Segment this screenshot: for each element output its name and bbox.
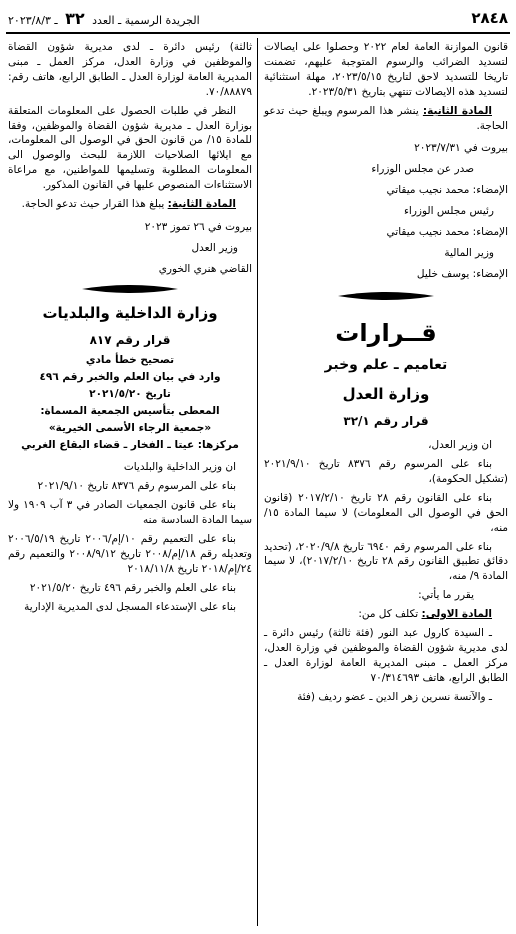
article-1 bbox=[264, 607, 508, 622]
consideration: بناء على المرسوم رقم ٨٣٧٦ تاريخ ٢٠٢١/٩/١٠ bbox=[37, 480, 236, 493]
signature-block bbox=[264, 141, 508, 281]
article-label: المادة الثانية: bbox=[167, 198, 236, 211]
reference-date: تاريخ ٢٠٢١/٥/٢٠ bbox=[89, 387, 171, 400]
article-2 bbox=[264, 104, 508, 134]
reference-line: وارد في بيان العلم والخبر رقم ٤٩٦ bbox=[39, 370, 221, 383]
decision-number: قرار رقم ٣٢/١ bbox=[343, 414, 429, 429]
article-2 bbox=[8, 197, 252, 212]
signature: الإمضاء: يوسف خليل bbox=[416, 267, 508, 280]
ornament-divider bbox=[82, 283, 178, 295]
article-text: تكلف كل من: bbox=[358, 608, 419, 621]
ornament-divider bbox=[338, 290, 434, 302]
association-line: المعطى بتأسيس الجمعية المسماة: bbox=[40, 404, 220, 417]
decides: يقرر ما يأتي: bbox=[418, 589, 474, 602]
signatory-title: رئيس مجلس الوزراء bbox=[403, 205, 494, 218]
page-number: ٢٨٤٨ bbox=[471, 9, 508, 28]
section-title: قــرارات bbox=[335, 318, 437, 347]
place-date: بيروت في ٢٠٢٣/٧/٣١ bbox=[414, 142, 508, 155]
list-item: ـ والآنسة نسرين زهر الدين ـ عضو رديف (فئة bbox=[297, 690, 492, 703]
right-column bbox=[264, 40, 508, 709]
consideration: بناء على العلم والخبر رقم ٤٩٦ تاريخ ٢٠٢١/٥/٢٠ bbox=[29, 581, 236, 594]
correction-title: تصحيح خطأ مادي bbox=[85, 354, 175, 367]
article-label: المادة الاولى: bbox=[421, 608, 492, 621]
signatory-title: وزير العدل bbox=[191, 241, 238, 254]
gazette-name: الجريدة الرسمية ـ العدد bbox=[92, 13, 200, 27]
consideration: بناء على قانون الجمعيات الصادر في ٣ آب ١٩٠٩ ولا سيما المادة السادسة منه bbox=[8, 499, 252, 527]
signatory-name: القاضي هنري الخوري bbox=[158, 262, 252, 275]
article-text: ينشر هذا المرسوم ويبلغ حيث تدعو الحاجة. bbox=[264, 104, 508, 132]
consideration: بناء على القانون رقم ٢٨ تاريخ ٢٠١٧/٢/١٠ (قانون الحق في الوصول الى المعلومات) لا سيما المادة ١٥/ منه، bbox=[264, 491, 508, 534]
article-text: يبلغ هذا القرار حيث تدعو الحاجة. bbox=[21, 198, 165, 211]
header-rule bbox=[6, 32, 510, 34]
consideration: بناء على المرسوم رقم ٦٩٤٠ تاريخ ٢٠٢٠/٩/٨، (تحديد دقائق تطبيق القانون رقم ٢٨ تاريخ ٢٠١٧/٢/١٠)، لا سيما المادة ٩/ منه، bbox=[264, 540, 508, 583]
place-date: بيروت في ٢٦ تموز ٢٠٢٣ bbox=[144, 220, 252, 233]
article-label: المادة الثانية: bbox=[422, 104, 492, 117]
ministry-title: وزارة الداخلية والبلديات bbox=[42, 303, 218, 322]
issue-date: ـ ٢٠٢٣/٨/٣ bbox=[8, 13, 58, 27]
column-divider bbox=[257, 38, 258, 926]
intro: ان وزير الداخلية والبلديات bbox=[123, 461, 236, 474]
left-column bbox=[8, 40, 252, 619]
paragraph: النظر في طلبات الحصول على المعلومات المتعلقة بوزارة العدل ـ مديرية شؤون القضاة والموظفين، وفقا للمادة ١٥/ من قانون الحق في الوصول الى المعلومات، مع ايلائها الصلاحيات اللازمة للبحث والوصول الى المعلومات المطلوبة وتسليمها للمواطنين، مع مراعاة الاستثناءات المنصوص عليها في القانون المذكور. bbox=[8, 104, 252, 192]
association-name: «جمعية الرجاء الأسمى الخيرية» bbox=[48, 421, 212, 434]
decision-number: قرار رقم ٨١٧ bbox=[89, 332, 171, 347]
consideration: بناء على الإستدعاء المسجل لدى المديرية الإدارية bbox=[24, 600, 236, 613]
consideration: بناء على التعميم رقم ١٠/إم/٢٠٠٦ تاريخ ٢٠٠٦/٥/١٩ وتعديله رقم ١٨/إم/٢٠٠٨ تاريخ ٢٠٠٨/٩/١٢ والتعميم رقم ٢٤/إم/٢٠١٨ تاريخ ٢٠١٨/١١/٨ bbox=[8, 533, 252, 575]
gazette-issue-line bbox=[8, 8, 200, 31]
headquarters: مركزها: عيتا ـ الفخار ـ قضاء البقاع الغربي bbox=[21, 438, 239, 451]
page-header bbox=[8, 8, 508, 30]
intro: ان وزير العدل، bbox=[428, 439, 492, 452]
signature-block bbox=[8, 220, 252, 277]
signature: الإمضاء: محمد نجيب ميقاتي bbox=[386, 226, 508, 239]
consideration: بناء على المرسوم رقم ٨٣٧٦ تاريخ ٢٠٢١/٩/١٠ (تشكيل الحكومة)، bbox=[264, 457, 508, 485]
subsection-title: تعاميم ـ علم وخبر bbox=[324, 356, 448, 373]
signatory-title: وزير المالية bbox=[444, 246, 494, 259]
signature: الإمضاء: محمد نجيب ميقاتي bbox=[386, 184, 508, 197]
paragraph: قانون الموازنة العامة لعام ٢٠٢٢ وحصلوا على ايصالات لتسديد الضرائب والرسوم المتوجبة عليهم، تضمنت تاريخا للتسديد لاحق لتاريخ ٢٠٢٣/٥/١٥، مهلة استثنائية لتسديد هذه الايصالات تنتهي بتاريخ ٢٠٢٣/٥/٣١. bbox=[264, 41, 508, 98]
paragraph: ثالثة) رئيس دائرة ـ لدى مديرية شؤون القضاة والموظفين في وزارة العدل، مركز العمل ـ مبنى المديرية العامة لوزارة العدل ـ الطابق الرابع، هاتف رقم: ٧٠/٨٨٨٧٩. bbox=[8, 41, 252, 98]
list-item: ـ السيدة كارول عبد النور (فئة ثالثة) رئيس دائرة ـ لدى مديرية شؤون القضاة والموظفين في وزارة العدل، مركز العمل ـ مبنى المديرية العامة لوزارة العدل ـ الطابق الرابع، هاتف ٧٠/٣١٤٦٩٣ bbox=[264, 627, 508, 684]
issued-by: صدر عن مجلس الوزراء bbox=[371, 163, 474, 176]
issue-number: ٣٢ bbox=[65, 8, 85, 28]
ministry-title: وزارة العدل bbox=[342, 384, 430, 403]
